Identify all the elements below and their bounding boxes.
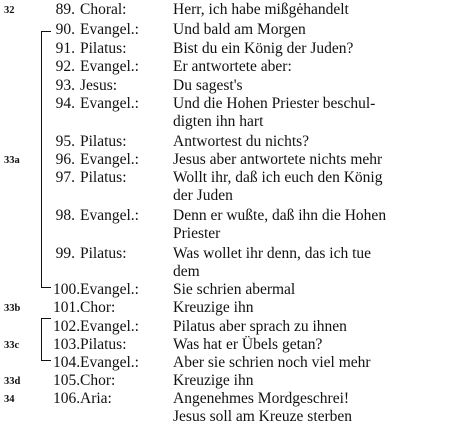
entry-number: 94.: [55, 95, 75, 112]
lyric-text: Antwortest du nichts?: [173, 133, 310, 150]
lyric-text: Und die Hohen Priester beschul-: [173, 95, 376, 112]
libretto-line: [0, 371, 471, 391]
lyric-text: Sie schrien abermal: [173, 281, 296, 298]
role-name: Evangel.:: [80, 58, 139, 75]
libretto-line: [0, 407, 471, 427]
entry-number: 105.: [53, 372, 81, 389]
lyric-text: Kreuzige ihn: [173, 299, 254, 316]
libretto-line: [0, 112, 471, 132]
entry-number: 102.: [53, 318, 81, 335]
entry-number: 90.: [55, 21, 75, 38]
entry-number: 91.: [55, 40, 75, 57]
lyric-text: Bist du ein König der Juden?: [173, 40, 354, 57]
libretto-line: [0, 244, 471, 264]
lyric-text: Denn er wußte, daß ihn die Hohen: [173, 207, 387, 224]
entry-number: 104.: [53, 354, 81, 371]
lyric-text: Aber sie schrien noch viel mehr: [173, 354, 371, 371]
entry-number: 92.: [55, 58, 75, 75]
role-name: Pilatus:: [80, 133, 127, 150]
role-name: Evangel.:: [80, 207, 139, 224]
entry-number: 98.: [55, 207, 75, 224]
lyric-text: Pilatus aber sprach zu ihnen: [173, 318, 347, 335]
libretto-line: [0, 353, 471, 373]
lyric-text: digten ihn hart: [173, 113, 264, 130]
role-name: Chor:: [80, 372, 116, 389]
lyric-text: Was wollet ihr denn, das ich tue: [173, 245, 372, 262]
libretto-line: [0, 150, 471, 170]
entry-number: 106.: [53, 390, 81, 407]
lyric-text: Priester: [173, 225, 221, 242]
section-mark: 33b: [4, 303, 21, 314]
libretto-line: [0, 57, 471, 77]
lyric-text: Was hat er Übels getan?: [173, 336, 323, 353]
entry-number: 99.: [55, 245, 75, 262]
role-name: Pilatus:: [80, 169, 127, 186]
lyric-text: dem: [173, 263, 200, 280]
libretto-line: [0, 0, 471, 20]
libretto-line: [0, 76, 471, 96]
role-name: Evangel.:: [80, 354, 139, 371]
role-name: Evangel.:: [80, 318, 139, 335]
section-mark: 33a: [4, 155, 20, 166]
libretto-line: [0, 94, 471, 114]
entry-number: 103.: [53, 336, 81, 353]
role-name: Choral:: [80, 1, 127, 18]
libretto-line: [0, 389, 471, 409]
lyric-text: der Juden: [173, 187, 233, 204]
lyric-text: Wollt ihr, daß ich euch den König: [173, 169, 383, 186]
libretto-line: [0, 132, 471, 152]
role-name: Chor:: [80, 299, 116, 316]
entry-number: 100.: [53, 281, 81, 298]
role-name: Evangel.:: [80, 281, 139, 298]
lyric-text: Und bald am Morgen: [173, 21, 306, 38]
entry-number: 89.: [55, 1, 75, 18]
entry-number: 97.: [55, 169, 75, 186]
libretto-line: [0, 335, 471, 355]
lyric-text: Er antwortete aber:: [173, 58, 292, 75]
section-mark: 33d: [4, 376, 21, 387]
libretto-line: [0, 186, 471, 206]
libretto-line: [0, 224, 471, 244]
role-name: Pilatus:: [80, 336, 127, 353]
role-name: Jesus:: [80, 77, 118, 94]
section-mark: 32: [4, 5, 15, 16]
lyric-text: Kreuzige ihn: [173, 372, 254, 389]
role-name: Evangel.:: [80, 21, 139, 38]
libretto-line: [0, 206, 471, 226]
libretto-line: [0, 168, 471, 188]
entry-number: 95.: [55, 133, 75, 150]
role-name: Evangel.:: [80, 95, 139, 112]
entry-number: 96.: [55, 151, 75, 168]
role-name: Pilatus:: [80, 245, 127, 262]
role-name: Evangel.:: [80, 151, 139, 168]
libretto-line: [0, 262, 471, 282]
lyric-text: Du sagest's: [173, 77, 243, 94]
section-mark: 34: [4, 394, 15, 405]
libretto-line: [0, 298, 471, 318]
libretto-line: [0, 39, 471, 59]
role-name: Pilatus:: [80, 40, 127, 57]
entry-number: 93.: [55, 77, 75, 94]
lyric-text: Jesus aber antwortete nichts mehr: [173, 151, 383, 168]
role-name: Aria:: [80, 390, 112, 407]
entry-number: 101.: [53, 299, 81, 316]
libretto-line: [0, 20, 471, 40]
libretto-line: [0, 280, 471, 300]
lyric-text: Angenehmes Mordgeschrei!: [173, 390, 350, 407]
lyric-text: Herr, ich habe mißgehandelt: [173, 1, 349, 18]
section-mark: 33c: [4, 340, 20, 351]
libretto-line: [0, 317, 471, 337]
lyric-text: Jesus soll am Kreuze sterben: [173, 408, 353, 425]
